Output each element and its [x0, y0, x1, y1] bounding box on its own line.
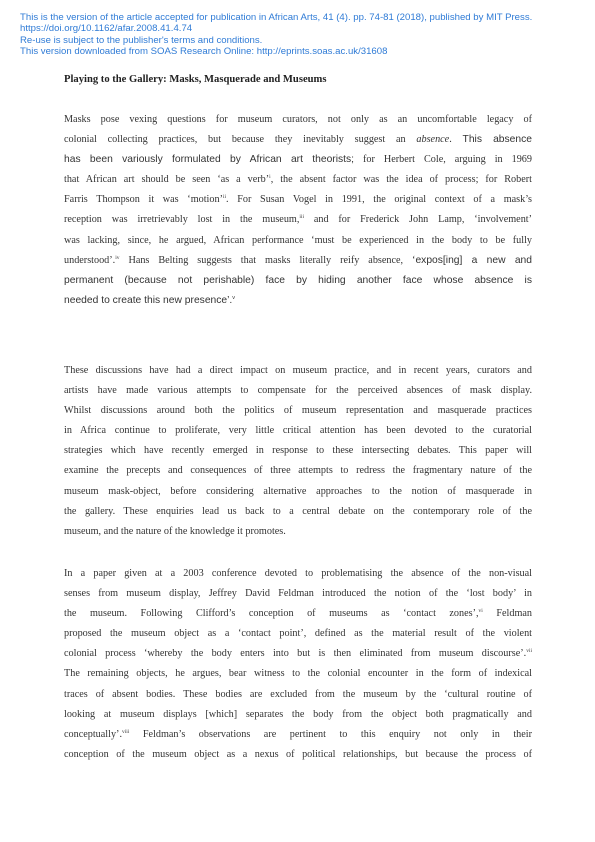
paragraph-line: examine the precepts and consequences of three attempts to redress the fragmentary nature of the [64, 465, 532, 477]
paragraph-line: permanent (because not perishable) face by hiding another face whose absence is [64, 274, 532, 286]
article-title: Playing to the Gallery: Masks, Masquerade and Museums [64, 74, 327, 85]
paragraph-2 [64, 361, 532, 542]
paragraph-line: Whilst discussions around both the politics of museum representation and masquerade practices [64, 405, 532, 417]
paragraph-line: looking at museum displays [which] separates the body from the object both pragmatically and [64, 708, 532, 720]
repository-banner [20, 12, 580, 58]
endnote-marker[interactable]: iii [299, 214, 304, 221]
paragraph-line: strategies which have recently emerged in response to these intersecting debates. This paper will [64, 445, 532, 457]
paragraph-line: in Africa continue to proliferate, very little critical attention has been devoted to the curatorial [64, 425, 532, 437]
paragraph-line: reception was irretrievably lost in the museum,$^{iii}$ and for Frederick John Lamp, ‘involvement’ [64, 214, 533, 226]
endnote-marker[interactable]: vii [526, 648, 532, 655]
banner-line-reuse: Re-use is subject to the publisher's terms and conditions. [20, 34, 263, 46]
paragraph-line: understood’.$^{iv}$ Hans Belting suggests that masks literally reify absence, ‘expos[ing] a new and [64, 254, 532, 266]
paragraph-line: In a paper given at a 2003 conference devoted to problematising the absence of the non-visual [64, 568, 532, 579]
emphasis-absence: absence [416, 134, 450, 146]
paragraph-line: that African art should be seen ‘as a verb’$^i$, the absent factor was the idea of process; for Robert [64, 174, 532, 186]
paragraph-line: These discussions have had a direct impact on museum practice, and in recent years, curators and [64, 365, 532, 376]
endnote-marker[interactable]: viii [122, 728, 130, 735]
paragraph-line: the museum. Following Clifford’s conception of museums as ‘contact zones’,$^{vi}$ Feldman [64, 608, 532, 620]
paragraph-1 [64, 110, 532, 311]
paragraph-line: proposed the museum object as a ‘contact point’, defined as the material result of the violent [64, 628, 532, 640]
paragraph-line: conceptually’.$^{viii}$ Feldman’s observations are pertinent to this enquiry not only in their [64, 728, 532, 740]
paragraph-line: senses from museum display, Jeffrey David Feldman introduced the notion of the ‘lost body’ in [64, 588, 532, 600]
endnote-marker[interactable]: ii [222, 194, 227, 201]
paragraph-line: traces of absent bodies. These bodies are excluded from the museum by the ‘cultural routine of [64, 688, 532, 700]
paragraph-line: Masks pose vexing questions for museum curators, not only as an uncomfortable legacy of [64, 114, 532, 125]
paragraph-line: was lacking, since, he argued, African performance ‘must be experienced in the body to be fully [64, 234, 532, 246]
paragraph-line: museum, and the nature of the knowledge it promotes. [64, 525, 286, 537]
paragraph-line: needed to create this new presence’.$^v$ [64, 294, 236, 306]
paragraph-3 [64, 564, 532, 765]
paragraph-line: has been variously formulated by African art theorists; for Herbert Cole, arguing in 1969 [64, 154, 532, 166]
paragraph-line: Farris Thompson it was ‘motion’$^{ii}$. For Susan Vogel in 1991, the original context of a mask’s [64, 194, 532, 206]
paragraph-line: conception of the museum object as a nexus of political relationships, but because the process of [64, 748, 532, 760]
paragraph-line: colonial process ‘whereby the body enters into but is then eliminated from museum discourse’.$^{vii}$ [64, 648, 532, 660]
paragraph-line: museum mask-object, before considering alternative approaches to the notion of masquerade in [64, 485, 532, 497]
banner-line-doi[interactable]: https://doi.org/10.1162/afar.2008.41.4.74 [20, 23, 193, 35]
paragraph-line: artists have made various attempts to compensate for the perceived absences of mask display. [64, 385, 532, 397]
banner-line-download[interactable]: This version downloaded from SOAS Research Online: http://eprints.soas.ac.uk/31608 [20, 46, 388, 58]
endnote-marker[interactable]: vi [478, 608, 483, 615]
banner-line-publication: This is the version of the article accepted for publication in African Arts, 41 (4). pp. 74-81 (2018), published by MIT Press. [20, 12, 533, 23]
endnote-marker[interactable]: i [269, 174, 271, 181]
paragraph-line: the gallery. These enquiries lead us back to a central debate on the contemporary role of the [64, 505, 532, 517]
paragraph-line: colonial collecting practices, but because they inevitably suggest an absence. This absence [64, 134, 532, 146]
endnote-marker[interactable]: iv [115, 254, 120, 261]
endnote-marker[interactable]: v [232, 294, 236, 301]
paragraph-line: The remaining objects, he argues, bear witness to the colonial encounter in the form of indexical [64, 668, 532, 680]
